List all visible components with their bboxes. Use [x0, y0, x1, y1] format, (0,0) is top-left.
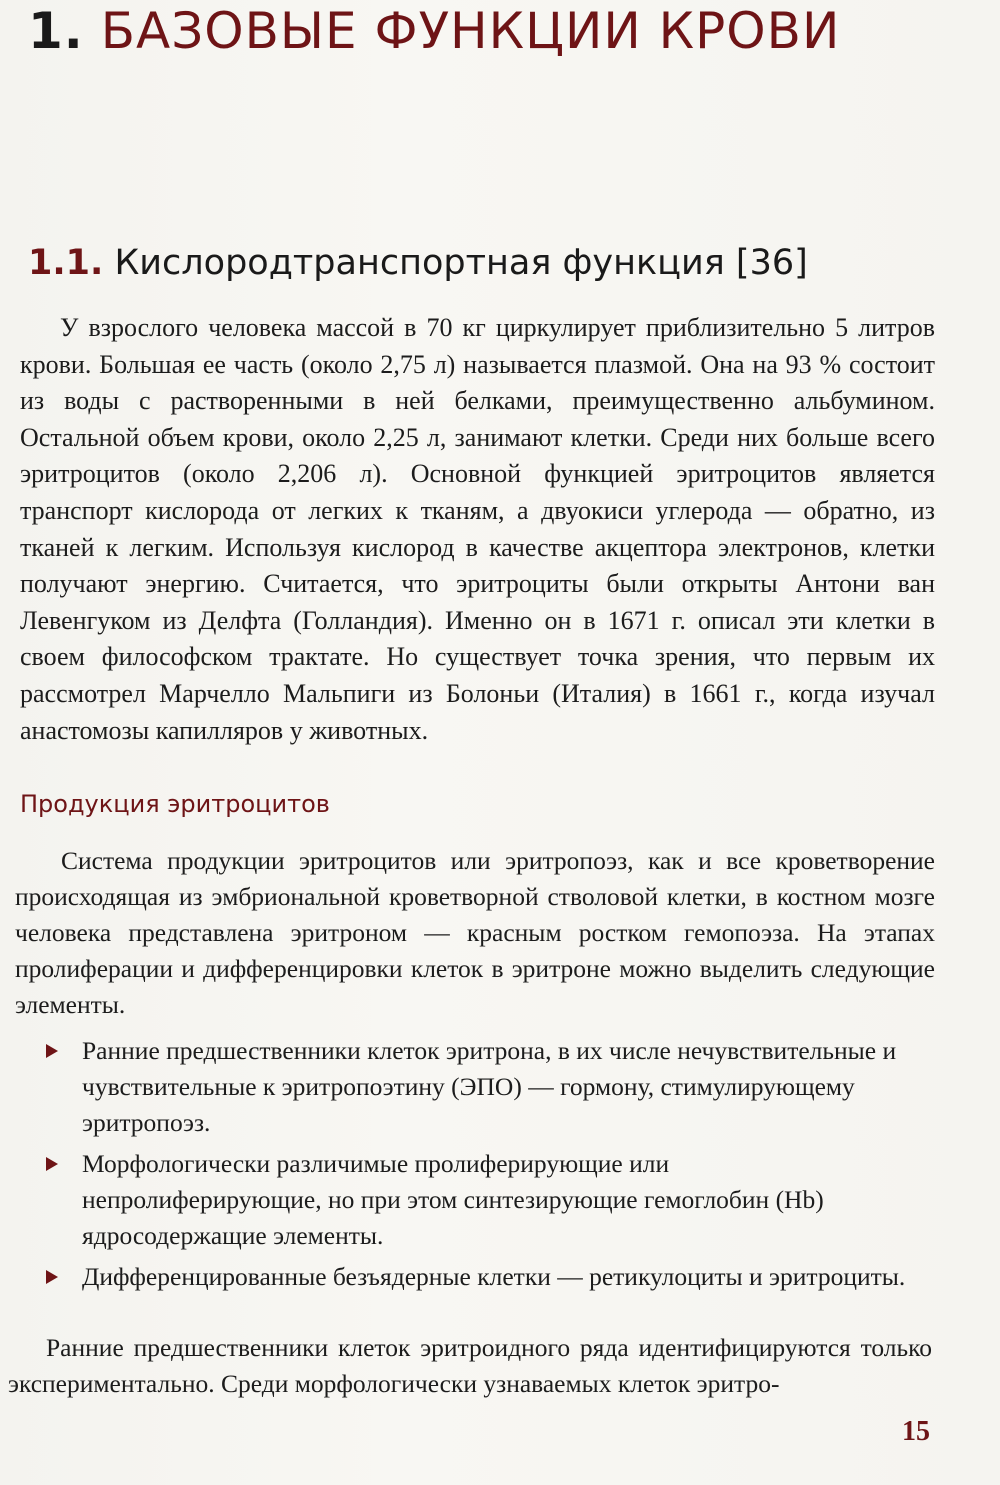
paragraph-oxygen-transport: У взрослого человека массой в 70 кг циркулирует приблизительно 5 литров крови. Большая ее часть (около 2,75 л) называется плазмой. Она на 93 % состоит из воды с растворенными в ней белками, преимущественно альбумином. Остальной объем крови, около 2,25 л, занимают клетки. Среди них больше всего эритроцитов (около 2,206 л). Основной функцией эритроцитов является транспорт кислорода от легких к тканям, а двуокиси углерода — обратно, из тканей к легким. Используя кислород в качестве акцептора электронов, клетки получают энергию. Считается, что эритроциты были открыты Антони ван Левенгуком из Делфта (Голландия). Именно он в 1671 г. описал эти клетки в своем философском трактате. Но существует точка зрения, что первым их рассмотрел Марчелло Мальпиги из Болоньи (Италия) в 1661 г., когда изучал анастомозы капилляров у животных.	[20, 313, 935, 745]
section-title	[28, 238, 808, 288]
bullet-list	[46, 1033, 906, 1300]
list-item	[46, 1033, 906, 1141]
chapter-number: 1.	[28, 2, 84, 60]
page-number: 15	[902, 1416, 930, 1447]
list-item-text: Морфологически различимые пролиферирующие или непролиферирующие, но при этом синтезирующие гемоглобин (Hb) ядросодержащие элементы.	[82, 1149, 824, 1250]
section-number: 1.1.	[28, 243, 104, 283]
triangle-bullet-icon	[46, 1044, 58, 1058]
list-item	[46, 1259, 906, 1295]
paragraph-early-precursors: Ранние предшественники клеток эритроидного ряда идентифицируются только экспериментально. Среди морфологически узнаваемых клеток эритро-	[8, 1333, 932, 1398]
triangle-bullet-icon	[46, 1270, 58, 1284]
chapter-title-text: БАЗОВЫЕ ФУНКЦИИ КРОВИ	[100, 2, 841, 60]
list-item-text: Дифференцированные безъядерные клетки — ретикулоциты и эритроциты.	[82, 1262, 906, 1291]
list-item	[46, 1146, 906, 1254]
triangle-bullet-icon	[46, 1157, 58, 1171]
list-item-text: Ранние предшественники клеток эритрона, в их числе нечувствительные и чувствительные к эритропоэтину (ЭПО) — гормону, стимулирующему эритропоэз.	[82, 1036, 897, 1137]
chapter-title	[28, 0, 840, 62]
subheading-erythrocyte-production: Продукция эритроцитов	[20, 790, 330, 818]
paragraph-erythropoiesis: Система продукции эритроцитов или эритропоэз, как и все кроветворение происходящая из эмбриональной кроветворной стволовой клетки, в костном мозге человека представлена эритроном — красным ростком гемопоэза. На этапах пролиферации и дифференцировки клеток в эритроне можно выделить следующие элементы.	[15, 846, 935, 1019]
section-title-text: Кислородтранспортная функция [36]	[114, 243, 808, 283]
